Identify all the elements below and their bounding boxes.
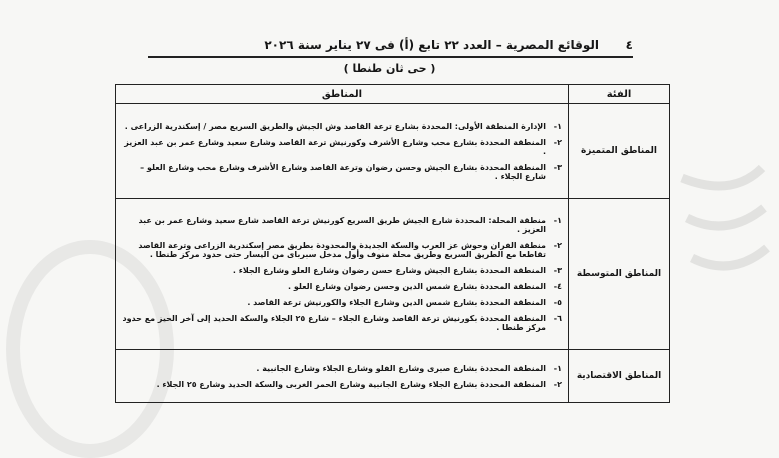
category-cell: المناطق الاقتصادية: [569, 350, 670, 403]
header-title: الوقائع المصرية – العدد ٢٢ تابع (أ) فى ٢٧ يناير سنة ٢٠٢٦: [264, 38, 599, 52]
item-number: ٤-: [553, 282, 562, 291]
list-item: [120, 216, 562, 234]
table-row: [116, 199, 670, 350]
header-rule: [148, 56, 633, 58]
areas-cell: [116, 104, 569, 199]
item-text: المنطقة المحددة بشارع صبرى وشارع الفلو وشارع الجلاء وشارع الجانبية .: [256, 363, 546, 373]
list-item: [120, 122, 562, 131]
page-header: [148, 38, 633, 54]
item-number: ١-: [553, 216, 562, 225]
item-number: ٢-: [553, 379, 562, 389]
list-item: [120, 266, 562, 275]
list-item: [120, 314, 562, 332]
list-item: [120, 298, 562, 307]
list-item: [120, 364, 562, 373]
table-row: [116, 350, 670, 403]
table-row: [116, 104, 670, 199]
areas-cell: [116, 350, 569, 403]
table-header-row: [116, 85, 670, 104]
item-number: ٢-: [553, 137, 562, 147]
item-text: الإدارة المنطقة الأولى: المحددة بشارع ترعة القاصد وش الجيش والطريق السريع مصر / إسكندرية الزراعى .: [124, 121, 546, 131]
item-text: المنطقة المحددة بشارع محب وشارع الأشرف وكورنيش ترعة القاصد وشارع سعيد وشارع عمر بن عبد العزيز .: [124, 137, 546, 156]
watermark-stamp: [672, 158, 772, 288]
item-text: المنطقة المحددة بشارع الجلاء وشارع الجانبية وشارع الحمر الغربى والسكة الحديد وشارع ٢٥ الجلاء .: [156, 379, 546, 389]
item-text: المنطقة المحددة بشارع الجيش وشارع حسن رضوان وشارع العلو وشارع الجلاء .: [232, 266, 546, 275]
item-number: ٢-: [553, 241, 562, 250]
item-number: ٣-: [553, 162, 562, 172]
item-text: منطقة الفران وحوش عز العرب والسكة الجديدة والمحدودة بطريق مصر إسكندرية الزراعى وترعة القاصد تقاطعا مع الطريق السريع وطريق محلة منوف وأول مدخل سبرباى من اليسار حتى حدود مركز طنطا .: [138, 241, 546, 259]
item-text: المنطقة المحددة بشارع شمس الدين وشارع الجلاء والكورنيش ترعة القاصد .: [247, 298, 546, 307]
item-text: منطقة المحلة: المحددة شارع الجيش طريق السريع كورنيش ترعة القاصد شارع سعيد وشارع عمر بن عبد العزيز .: [138, 216, 546, 234]
header-areas: المناطق: [116, 85, 569, 104]
list-item: [120, 163, 562, 181]
category-cell: المناطق المتوسطة: [569, 199, 670, 350]
item-text: المنطقة المحددة بكورنيش ترعة القاصد وشارع الجلاء – شارع ٢٥ الجلاء والسكة الحديد إلى آخر الحيز مع حدود مركز طنطا .: [122, 314, 546, 332]
item-text: المنطقة المحددة بشارع شمس الدين وحسن رضوان وشارع العلو .: [288, 282, 546, 291]
list-item: [120, 241, 562, 259]
item-number: ٦-: [553, 314, 562, 323]
header-category: الفئة: [569, 85, 670, 104]
list-item: [120, 380, 562, 389]
zones-table: [115, 84, 670, 403]
item-number: ٥-: [553, 298, 562, 307]
item-text: المنطقة المحددة بشارع الجيش وحسن رضوان وترعة القاصد وشارع الأشرف وشارع محب وشارع العلو – شارع الجلاء .: [140, 162, 546, 181]
page-number: ٤: [625, 38, 633, 52]
item-number: ٣-: [553, 266, 562, 275]
category-cell: المناطق المتميزة: [569, 104, 670, 199]
item-number: ١-: [553, 121, 562, 131]
list-item: [120, 282, 562, 291]
list-item: [120, 138, 562, 156]
item-number: ١-: [553, 363, 562, 373]
areas-cell: [116, 199, 569, 350]
district-subtitle: ( حى ثان طنطا ): [343, 62, 436, 75]
